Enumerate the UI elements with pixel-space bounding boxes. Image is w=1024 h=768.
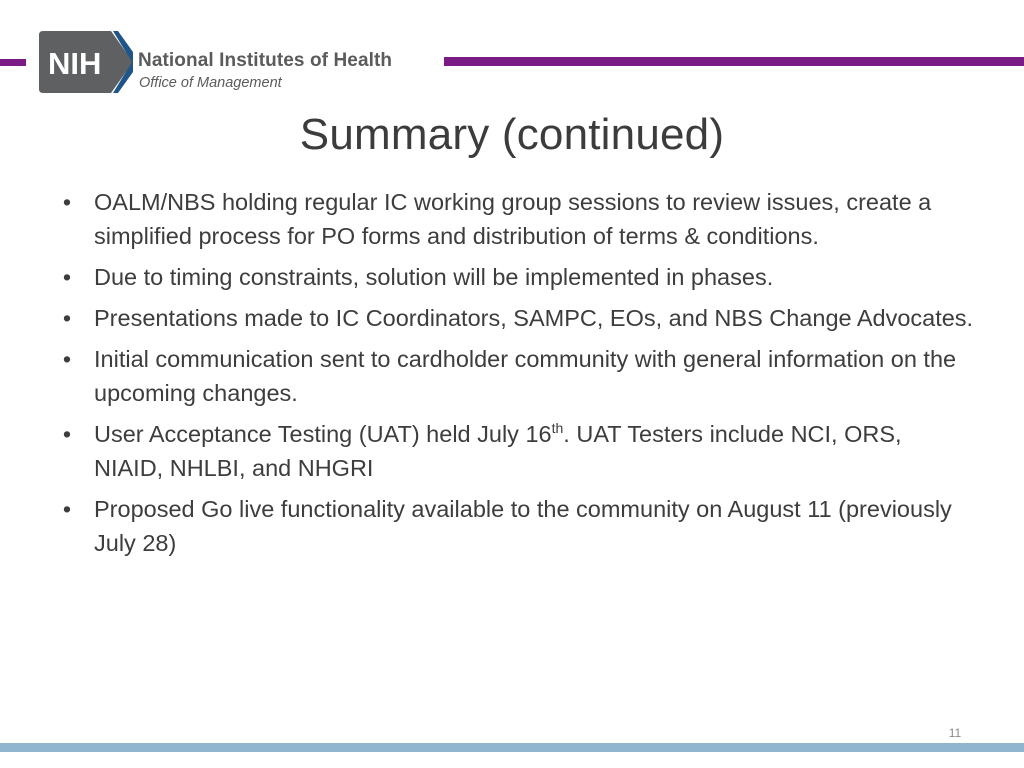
- bullet-dot-icon: •: [62, 346, 72, 372]
- bullet-text: Presentations made to IC Coordinators, SAMPC, EOs, and NBS Change Advocates.: [94, 305, 974, 331]
- bullet-dot-icon: •: [62, 189, 72, 215]
- bullet-text: OALM/NBS holding regular IC working group sessions to review issues, create a simplified process for PO forms and distribution of terms & conditions.: [94, 189, 932, 249]
- bullet-item: [57, 417, 977, 485]
- bullet-text: Proposed Go live functionality available to the community on August 11 (previously July 28): [94, 496, 952, 556]
- org-name: National Institutes of Health: [138, 50, 393, 71]
- bullet-dot-icon: •: [62, 496, 72, 522]
- bullet-text: Due to timing constraints, solution will be implemented in phases.: [94, 264, 774, 290]
- bullet-dot-icon: •: [62, 264, 72, 290]
- bullet-text-part: . UAT Testers include NCI, ORS, NIAID, NHLBI, and NHGRI: [94, 421, 902, 481]
- header-rule-left: [0, 59, 26, 66]
- org-office: Office of Management: [139, 75, 282, 91]
- bullet-item: [57, 342, 977, 410]
- bullet-dot-icon: •: [62, 305, 72, 331]
- bullet-dot-icon: •: [62, 421, 72, 447]
- footer-bar: [0, 743, 1024, 752]
- bullet-item: [57, 301, 977, 335]
- bullet-text: [94, 421, 902, 481]
- bullet-item: [57, 185, 977, 253]
- header-rule-right: [444, 57, 1024, 66]
- bullet-superscript: th: [551, 420, 564, 437]
- slide-title: Summary (continued): [299, 110, 725, 159]
- nih-logo: [39, 31, 133, 93]
- bullet-item: [57, 260, 977, 294]
- page-number: 11: [948, 726, 962, 740]
- bullet-text: Initial communication sent to cardholder community with general information on the upcoming changes.: [94, 346, 957, 406]
- bullet-list: [57, 185, 977, 567]
- bullet-item: [57, 492, 977, 560]
- bullet-text-part: User Acceptance Testing (UAT) held July 16: [94, 421, 552, 447]
- nih-logo-text: NIH: [48, 46, 102, 81]
